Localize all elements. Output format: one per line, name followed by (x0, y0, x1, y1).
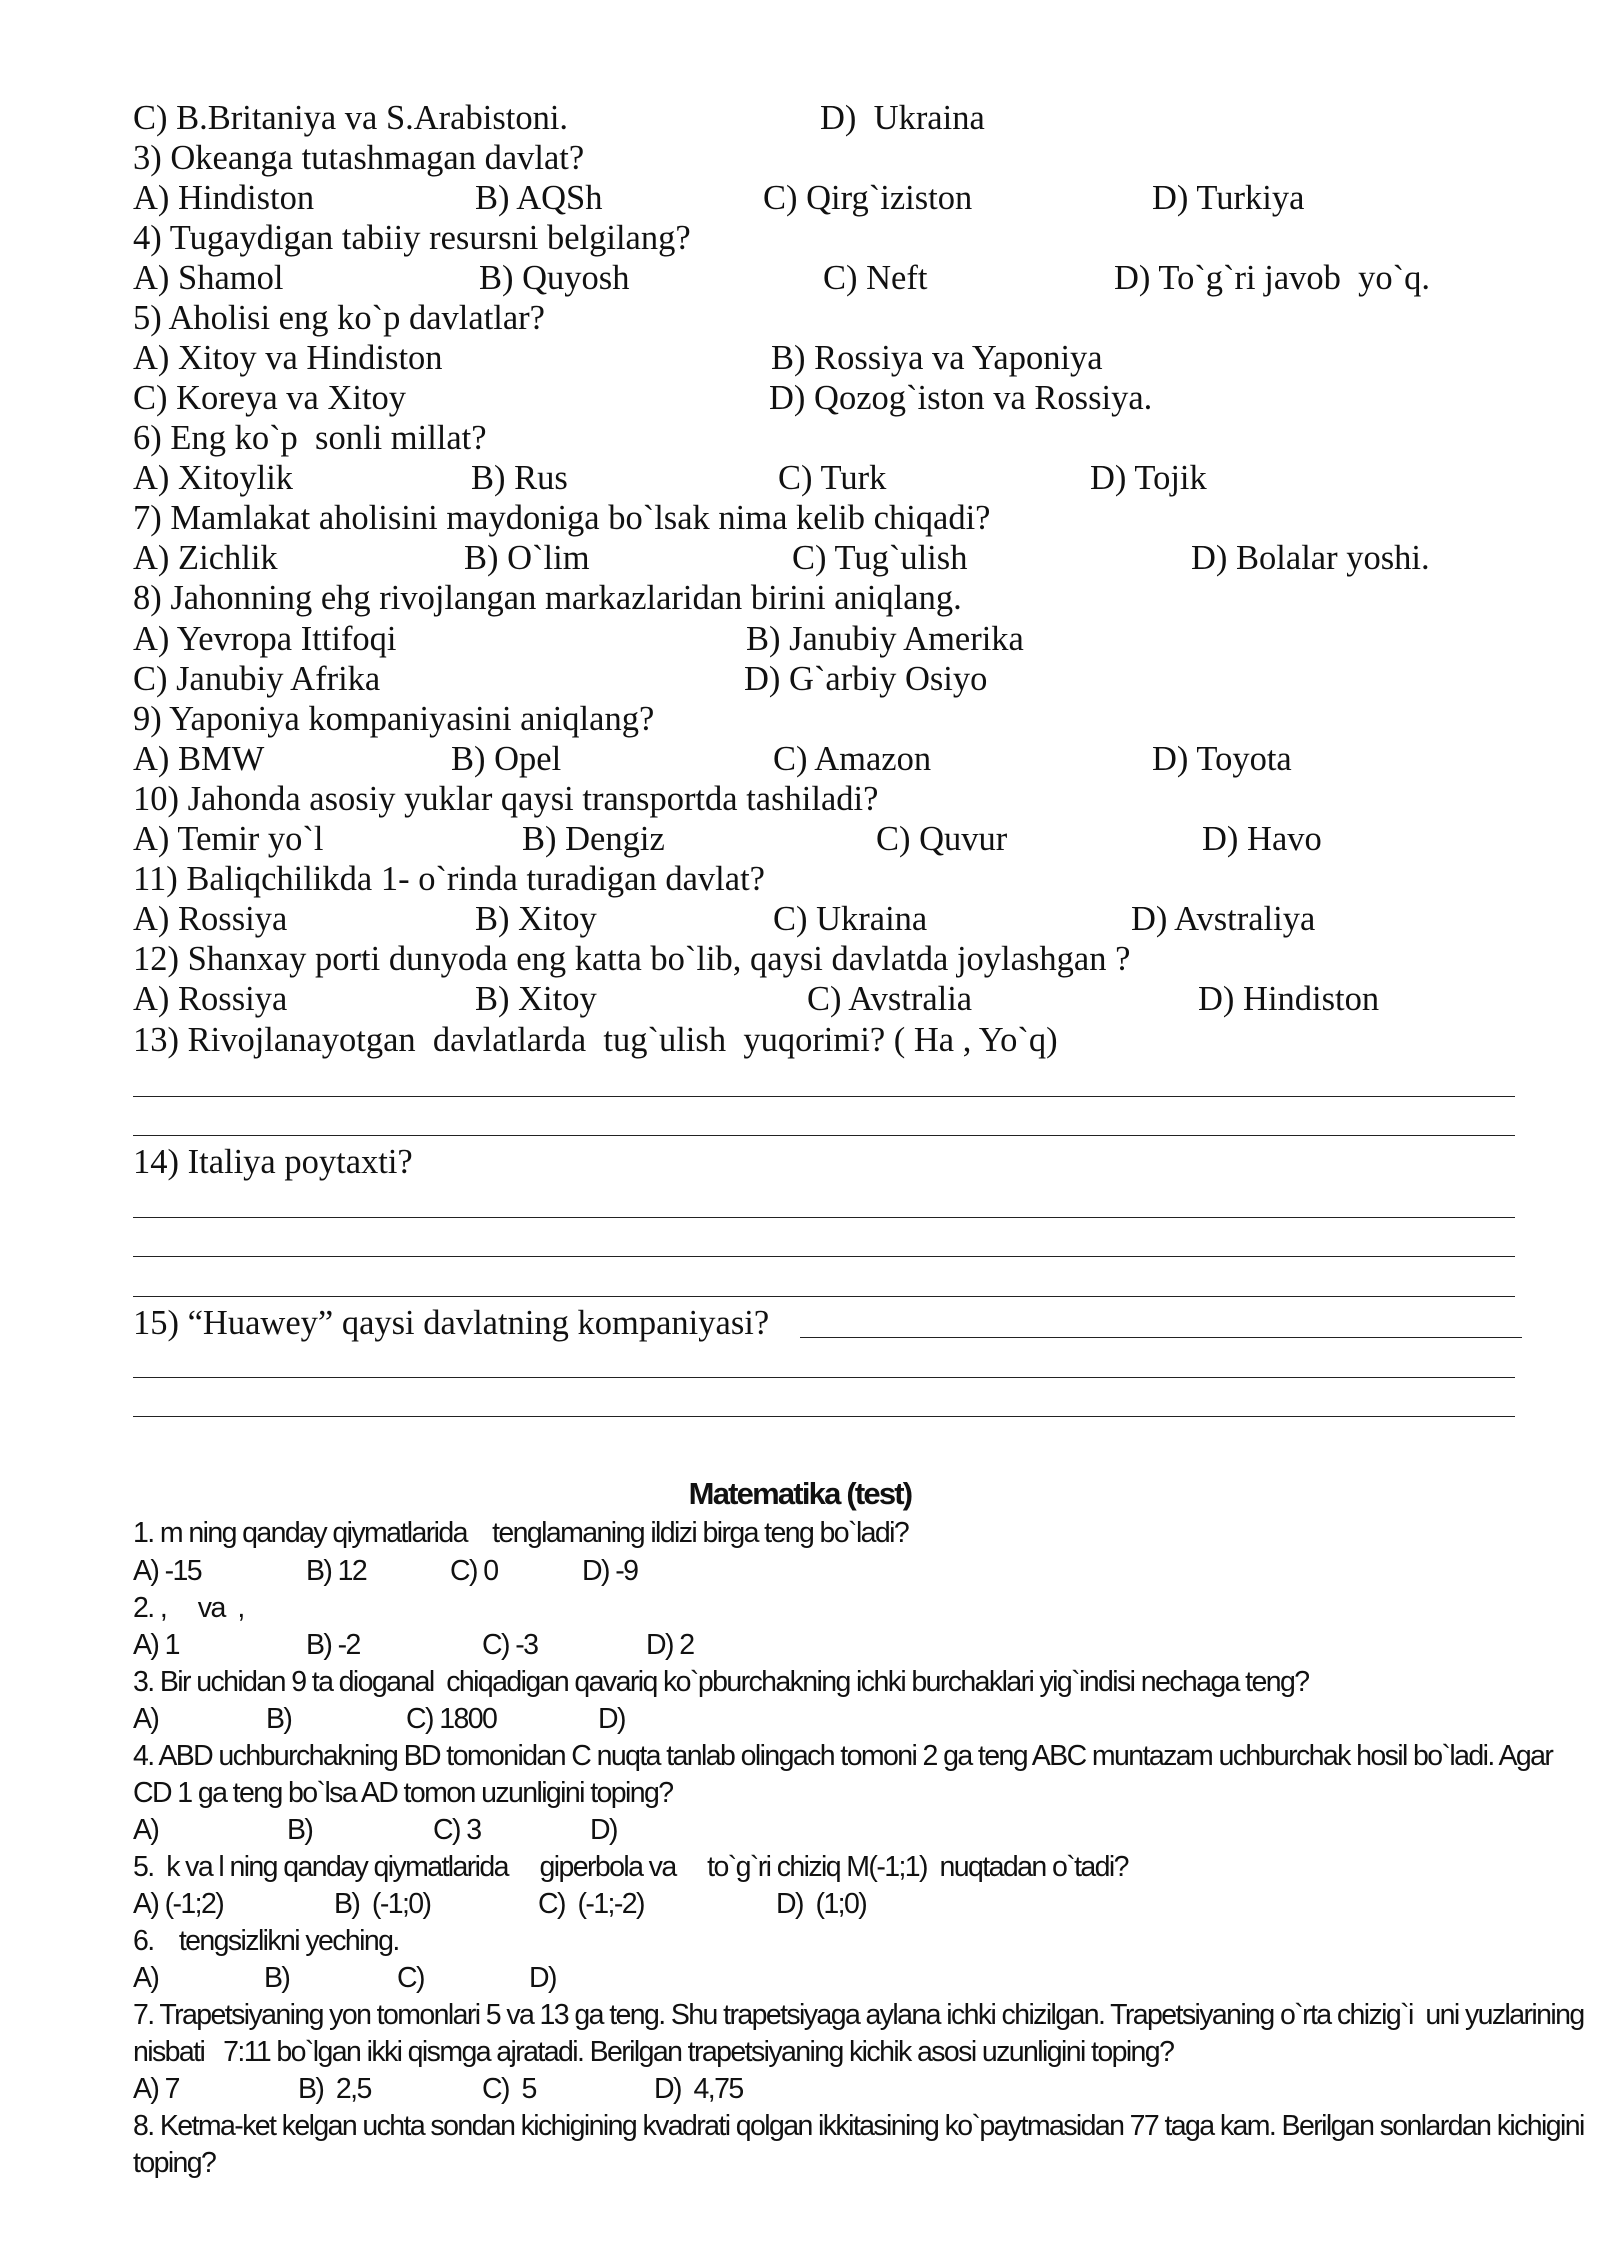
question-text: 7) Mamlakat aholisini maydoniga bo`lsak nima kelib chiqadi? (133, 499, 991, 537)
option-a: A) Zichlik (133, 539, 278, 577)
option-c: C) Tug`ulish (792, 539, 968, 577)
option-d: D) 4,75 (654, 2073, 743, 2105)
question-text: 12) Shanxay porti dunyoda eng katta bo`lib, qaysi davlatda joylashgan ? (133, 940, 1131, 978)
question-text: 8. Ketma-ket kelgan uchta sondan kichigining kvadrati qolgan ikkitasining ko`paytmasidan 77 taga kam. Berilgan sonlardan kichigini (133, 2110, 1584, 2142)
option-c: C) Avstralia (807, 980, 973, 1018)
option-c: C) (397, 1962, 424, 1994)
question-text: 8) Jahonning ehg rivojlangan markazlaridan birini aniqlang. (133, 579, 962, 617)
option-a: A) (133, 1703, 159, 1735)
question-text-continued: nisbati 7:11 bo`lgan ikki qismga ajratadi. Berilgan trapetsiyaning kichik asosi uzunligini toping? (133, 2036, 1174, 2068)
question-text-continued: CD 1 ga teng bo`lsa AD tomon uzunligini toping? (133, 1777, 673, 1809)
option-b: B) Rus (471, 459, 568, 497)
option-c: C) Ukraina (773, 900, 928, 938)
option-b: B) Janubiy Amerika (746, 620, 1024, 658)
question-text: 11) Baliqchilikda 1- o`rinda turadigan davlat? (133, 860, 765, 898)
question-text: 5. k va l ning qanday qiymatlarida giperbola va to`g`ri chiziq M(-1;1) nuqtadan o`tadi? (133, 1851, 1128, 1883)
option-b: B) Quyosh (479, 259, 630, 297)
option-d: D) Qozog`iston va Rossiya. (769, 379, 1153, 417)
option-c: C) 0 (450, 1555, 498, 1587)
question-text: 4) Tugaydigan tabiiy resursni belgilang? (133, 219, 691, 257)
answer-line (133, 1296, 1515, 1297)
question-text: 9) Yaponiya kompaniyasini aniqlang? (133, 700, 655, 738)
option-d: D) (598, 1703, 625, 1735)
option-b: B) Dengiz (522, 820, 665, 858)
question-text-continued: toping? (133, 2147, 216, 2179)
option-a: A) Shamol (133, 259, 284, 297)
option-c: C) 3 (433, 1814, 481, 1846)
answer-line (133, 1135, 1515, 1136)
option-c: C) (-1;-2) (538, 1888, 644, 1920)
option-a: A) Rossiya (133, 900, 288, 938)
option-d: D) Turkiya (1152, 179, 1305, 217)
option-a: A) 1 (133, 1629, 179, 1661)
option-b: B) 12 (306, 1555, 367, 1587)
option-b: B) (-1;0) (334, 1888, 431, 1920)
option-a: A) (133, 1962, 159, 1994)
option-d: D) (1;0) (776, 1888, 867, 1920)
option-a: A) Yevropa Ittifoqi (133, 620, 397, 658)
option-b: B) -2 (306, 1629, 360, 1661)
option-c: C) Quvur (876, 820, 1008, 858)
option-d: D) (529, 1962, 556, 1994)
option-b: B) O`lim (464, 539, 590, 577)
question-text: 2. , va , (133, 1592, 244, 1624)
question-text: 3. Bir uchidan 9 ta dioganal chiqadigan qavariq ko`pburchakning ichki burchaklari yig`indisi nechaga teng? (133, 1666, 1309, 1698)
option-d: D) -9 (582, 1555, 638, 1587)
question-text: 14) Italiya poytaxti? (133, 1143, 413, 1181)
option-b: B) Rossiya va Yaponiya (771, 339, 1103, 377)
option-b: B) Xitoy (475, 980, 597, 1018)
question-text: 5) Aholisi eng ko`p davlatlar? (133, 299, 545, 337)
answer-line (800, 1337, 1522, 1338)
q2-option-c: C) B.Britaniya va S.Arabistoni. (133, 99, 569, 137)
option-d: D) Avstraliya (1131, 900, 1316, 938)
math-section-title: Matematika (test) (688, 1476, 912, 1511)
question-text: 1. m ning qanday qiymatlarida tenglamaning ildizi birga teng bo`ladi? (133, 1517, 909, 1549)
option-c: C) -3 (482, 1629, 538, 1661)
option-a: A) Temir yo`l (133, 820, 324, 858)
option-a: A) (133, 1814, 159, 1846)
option-a: A) -15 (133, 1555, 202, 1587)
option-c: C) Janubiy Afrika (133, 660, 381, 698)
option-a: A) Hindiston (133, 179, 315, 217)
option-d: D) Bolalar yoshi. (1191, 539, 1430, 577)
option-c: C) Koreya va Xitoy (133, 379, 407, 417)
option-a: A) (-1;2) (133, 1888, 224, 1920)
question-text: 4. ABD uchburchakning BD tomonidan C nuqta tanlab olingach tomoni 2 ga teng ABC muntazam uchburchak hosil bo`ladi. Agar (133, 1740, 1553, 1772)
answer-line (133, 1416, 1515, 1417)
option-d: D) Hindiston (1198, 980, 1380, 1018)
option-a: A) BMW (133, 740, 265, 778)
answer-line (133, 1256, 1515, 1257)
option-a: A) Xitoy va Hindiston (133, 339, 443, 377)
option-c: C) Turk (778, 459, 887, 497)
option-d: D) Tojik (1090, 459, 1207, 497)
option-b: B) 2,5 (298, 2073, 371, 2105)
option-d: D) To`g`ri javob yo`q. (1114, 259, 1431, 297)
question-text: 13) Rivojlanayotgan davlatlarda tug`ulish yuqorimi? ( Ha , Yo`q) (133, 1021, 1058, 1059)
option-b: B) (266, 1703, 292, 1735)
option-d: D) (590, 1814, 617, 1846)
answer-line (133, 1377, 1515, 1378)
option-b: B) Xitoy (475, 900, 597, 938)
question-text: 15) “Huawey” qaysi davlatning kompaniyasi? (133, 1304, 770, 1342)
question-text: 7. Trapetsiyaning yon tomonlari 5 va 13 ga teng. Shu trapetsiyaga aylana ichki chizilgan. Trapetsiyaning o`rta chizig`i uni yuzlarining (133, 1999, 1584, 2031)
option-a: A) Rossiya (133, 980, 288, 1018)
option-a: A) 7 (133, 2073, 179, 2105)
option-c: C) 1800 (406, 1703, 497, 1735)
question-text: 3) Okeanga tutashmagan davlat? (133, 139, 585, 177)
option-b: B) Opel (451, 740, 562, 778)
question-text: 6) Eng ko`p sonli millat? (133, 419, 487, 457)
option-c: C) 5 (482, 2073, 536, 2105)
option-a: A) Xitoylik (133, 459, 294, 497)
option-b: B) (287, 1814, 313, 1846)
option-b: B) (264, 1962, 290, 1994)
question-text: 10) Jahonda asosiy yuklar qaysi transportda tashiladi? (133, 780, 879, 818)
answer-line (133, 1217, 1515, 1218)
option-c: C) Neft (823, 259, 928, 297)
q2-option-d: D) Ukraina (820, 99, 985, 137)
option-d: D) 2 (646, 1629, 694, 1661)
option-c: C) Amazon (773, 740, 932, 778)
option-d: D) Havo (1202, 820, 1322, 858)
option-c: C) Qirg`iziston (763, 179, 973, 217)
answer-line (133, 1096, 1515, 1097)
option-b: B) AQSh (475, 179, 603, 217)
option-d: D) Toyota (1152, 740, 1292, 778)
question-text: 6. tengsizlikni yeching. (133, 1925, 399, 1957)
option-d: D) G`arbiy Osiyo (744, 660, 988, 698)
